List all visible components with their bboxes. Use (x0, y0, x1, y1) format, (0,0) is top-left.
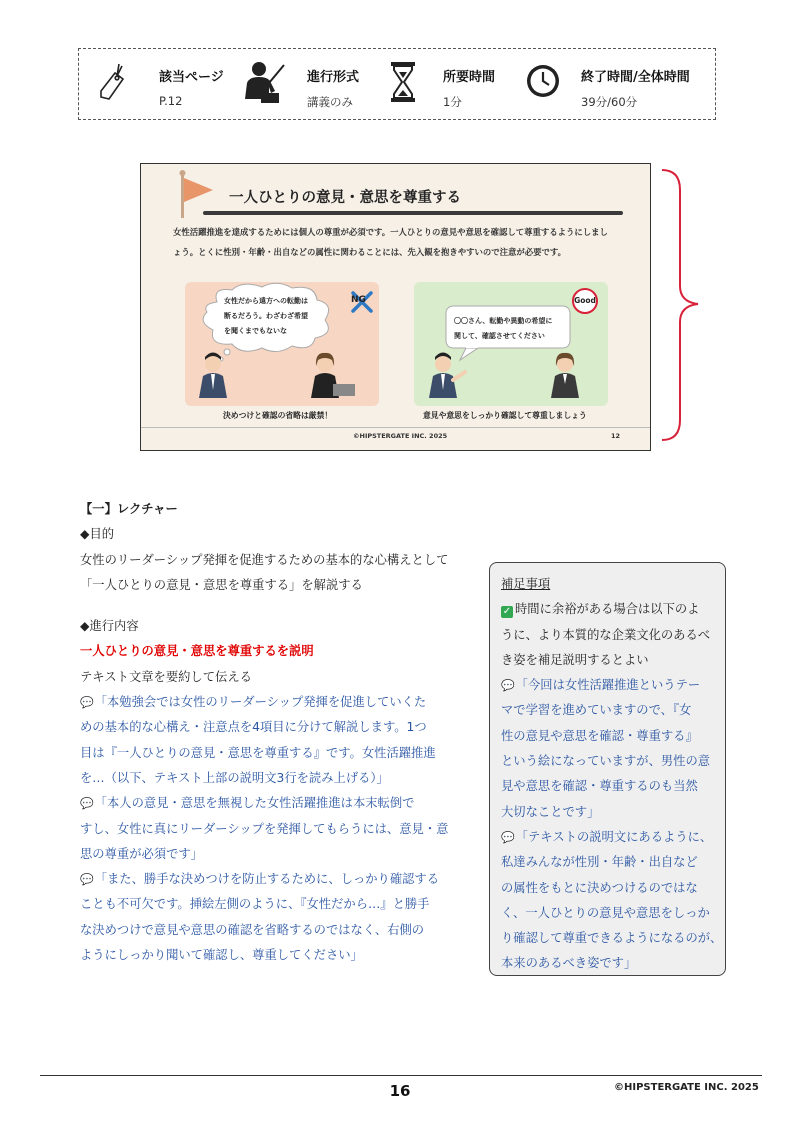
script-line: めの基本的な心構え・注意点を4項目に分けて解説します。1つ (80, 720, 427, 735)
supplement-script-line: 性の意見や意思を確認・尊重する』 (501, 728, 698, 743)
info-duration-value: 1分 (443, 95, 462, 109)
script-line: 💬「本人の意見・意思を無視した女性活躍推進は本末転倒で (80, 796, 415, 811)
info-page-value: P.12 (159, 94, 183, 108)
ng-mark (350, 290, 374, 314)
good-bubble-line: 〇〇さん、転勤や異動の希望に (454, 317, 553, 325)
info-page (159, 66, 224, 108)
supplement-script-line: 見や意思を確認・尊重するのも当然 (501, 779, 698, 794)
good-illustration (427, 350, 597, 406)
hourglass-icon (389, 60, 417, 104)
spacer (80, 598, 448, 614)
slide-title: 一人ひとりの意見・意思を尊重する (229, 190, 461, 206)
page-number: 16 (389, 1082, 411, 1100)
script-line: 💬「本勉強会では女性のリーダーシップ発揮を促進していくた (80, 695, 427, 710)
script-line: 思の尊重が必須です」 (80, 846, 203, 861)
good-bubble-text (454, 314, 552, 344)
chat-bubble-icon: 💬 (501, 830, 515, 844)
ticket-icon (97, 61, 127, 103)
info-end-time-value: 39分/60分 (581, 95, 638, 109)
supplement-script-line: 💬「テキストの説明文にあるように、 (501, 829, 713, 844)
good-bubble-line: 関して、確認させてください (454, 332, 545, 340)
supplement-script-line: の属性をもとに決めつけるのではな (501, 880, 698, 895)
info-end-time-title: 終了時間/全体時間 (581, 70, 690, 85)
footer-divider (40, 1075, 762, 1076)
ng-caption: 決めつけと確認の省略は厳禁！ (223, 411, 333, 420)
script-line: 目は『一人ひとりの意見・意思を尊重する』です。女性活躍推進 (80, 745, 436, 760)
slide-bracket (658, 168, 704, 444)
ng-bubble-line: 断るだろう。わざわざ希望 (224, 312, 308, 320)
supplement-note-line: ✓ 時間に余裕がある場合は以下のよ (502, 602, 700, 618)
content-subtitle: テキスト文章を要約して伝える (80, 669, 252, 684)
clock-icon (525, 63, 561, 99)
purpose-label: ◆目的 (80, 527, 115, 542)
info-end-time (581, 66, 690, 110)
session-info-box (78, 48, 716, 120)
slide-copyright: ©HIPSTERGATE INC. 2025 (353, 432, 448, 440)
ng-label: NG (351, 295, 366, 305)
title-underline (203, 211, 623, 215)
ng-illustration (197, 350, 367, 406)
script-line: すし、女性に真にリーダーシップを発揮してもらうには、意見・意 (80, 821, 449, 836)
content-title: 一人ひとりの意見・意思を尊重するを説明 (80, 644, 314, 659)
supplement-note-line: き姿を補足説明するとよい (501, 652, 649, 667)
supplement-script-line: 大切なことです」 (501, 804, 600, 819)
script-line: ことも不可欠です。挿絵左側のように、『女性だから…』と勝手 (80, 897, 430, 912)
footer-copyright: ©HIPSTERGATE INC. 2025 (614, 1082, 759, 1093)
supplement-script-line: という絵になっていますが、男性の意 (501, 754, 711, 769)
lecture-heading: 【一】レクチャー (80, 502, 178, 516)
supplement-script-line: 本来のあるべき姿です」 (501, 956, 637, 971)
info-page-title: 該当ページ (159, 70, 224, 85)
supplement-note-line: うに、より本質的な企業文化のあるべ (501, 627, 711, 642)
slide-page-number: 12 (611, 432, 621, 440)
ng-bubble-line: を聞くまでもないな (224, 327, 287, 335)
supplement-title: 補足事項 (501, 577, 551, 591)
purpose-line: 女性のリーダーシップ発揮を促進するための基本的な心構えとして (80, 552, 449, 567)
slide-intro: 女性活躍推進を達成するためには個人の尊重が必須です。一人ひとりの意見や意思を確認して尊重するようにしましょう。とくに性別・年齢・出自などの属性に関わることには、先入観を抱きやすいので注意が必要です。 (173, 227, 608, 257)
supplement-script-line: く、一人ひとりの意見や意思をしっか (501, 905, 710, 920)
info-duration (443, 66, 495, 110)
script-line: ようにしっかり聞いて確認し、尊重してください」 (80, 948, 363, 963)
checkmark-icon: ✓ (502, 606, 512, 618)
supplement-script-line: 💬「今回は女性活躍推進というテー (501, 678, 701, 693)
slide-footer-divider (141, 427, 650, 428)
purpose-line: 「一人ひとりの意見・意思を尊重する」を解説する (80, 577, 363, 592)
supplement-script-line: り確認して尊重できるようになるのが、 (501, 931, 723, 946)
supplement-script-line: マで学習を進めていますので、『女 (501, 703, 692, 718)
chat-bubble-icon: 💬 (80, 797, 94, 811)
chat-bubble-icon: 💬 (501, 679, 515, 693)
content-label: ◆進行内容 (80, 619, 139, 634)
info-format-title: 進行形式 (307, 70, 360, 85)
lecturer-icon (239, 59, 287, 105)
supplement-script-line: 私達みんなが性別・年齢・出自など (501, 855, 698, 870)
info-format (307, 66, 359, 110)
script-line: を…（以下、テキスト上部の説明文3行を読み上げる）」 (80, 770, 389, 785)
ng-bubble-text (224, 294, 308, 339)
lecture-section (80, 497, 448, 968)
script-line: な決めつけで意見や意思の確認を省略するのではなく、右側の (80, 922, 425, 937)
chat-bubble-icon: 💬 (80, 696, 94, 710)
chat-bubble-icon: 💬 (80, 873, 94, 887)
info-duration-title: 所要時間 (443, 70, 496, 85)
script-line: 💬「また、勝手な決めつけを防止するために、しっかり確認する (80, 872, 440, 887)
slide-thumbnail (140, 163, 651, 451)
good-mark (572, 288, 598, 314)
info-format-value: 講義のみ (307, 95, 353, 109)
good-caption: 意見や意思をしっかり確認して尊重しましょう (423, 411, 587, 420)
good-label: Good (574, 296, 596, 305)
ng-bubble-line: 女性だから遠方への転勤は (224, 297, 308, 305)
supplement-box (489, 562, 726, 976)
